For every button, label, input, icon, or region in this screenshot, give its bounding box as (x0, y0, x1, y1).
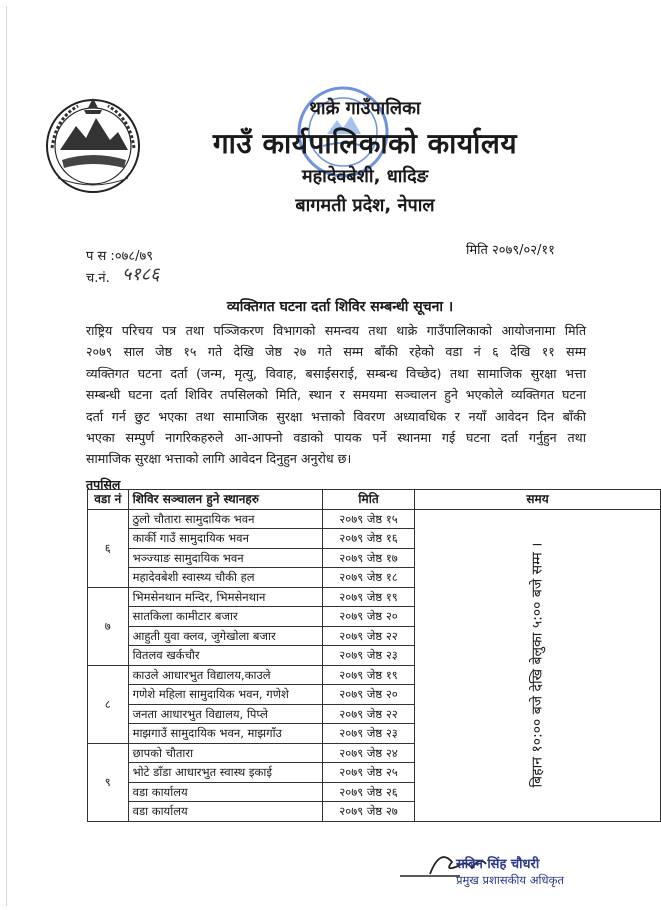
dispatch-number-handwritten: ५१८६ (122, 264, 160, 285)
municipality-emblem (38, 88, 148, 198)
place-cell: वडा कार्यालय (128, 802, 322, 822)
notice-body (86, 320, 586, 470)
notice-subject: व्यक्तिगत घटना दर्ता शिविर सम्बन्धी सूचना । (226, 299, 454, 315)
ward-number: ८ (88, 665, 129, 743)
place-cell: वितलव खर्कचौर (128, 646, 322, 666)
dispatch-number-label: च.नं. (86, 271, 110, 286)
place-cell: भोटे डाँडा आधारभुत स्वास्थ इकाई (128, 763, 322, 783)
body-line: व्यक्तिगत घटना दर्ता (जन्म, मृत्यु, विवाह, बसाईसराई, सम्बन्ध विच्छेद) तथा सामाजिक सुरक्षा भत्ता (86, 365, 586, 381)
header-place: शिविर सञ्चालन हुने स्थानहरु (128, 490, 322, 510)
ward-number: ६ (88, 509, 129, 587)
place-cell: महादेवबेशी स्वास्थ्य चौकी हल (128, 568, 322, 588)
place-cell: आहुती युवा क्लव, जुगेखोला बजार (128, 626, 322, 646)
date-cell: २०७९ जेष्ठ २३ (323, 646, 415, 666)
date-cell: २०७९ जेष्ठ २० (323, 685, 415, 705)
header-time: समय (415, 490, 661, 510)
date-cell: २०७९ जेष्ठ २६ (323, 782, 415, 802)
time-text: बिहान १०:०० बजे देखि बेलुका ५:०० बजे सम्म । (529, 542, 546, 788)
table-header-row (88, 490, 661, 510)
date-cell: २०७९ जेष्ठ १८ (323, 568, 415, 588)
place-cell: छापको चौतारा (128, 743, 322, 763)
header-office: गाउँ कार्यपालिकाको कार्यालय (212, 127, 518, 160)
ward-number: ९ (88, 743, 129, 821)
header-province: बागमती प्रदेश, नेपाल (295, 195, 435, 216)
letter-date: मिति २०७९/०२/११ (466, 243, 555, 258)
schedule-table (87, 489, 661, 822)
place-cell: सातकिला कामीटार बजार (128, 607, 322, 627)
body-line: दर्ता गर्न छुट भएका तथा सामाजिक सुरक्षा भत्ताको विवरण अध्यावधिक र नयाँ आवेदन दिन बाँकी (86, 408, 586, 424)
body-line: राष्ट्रिय परिचय पत्र तथा पञ्जिकरण विभागको समन्वय तथा थाक्रे गाउँपालिकाको आयोजनामा मिति (86, 323, 586, 338)
date-cell: २०७९ जेष्ठ २३ (323, 724, 415, 744)
place-cell: माझगाउँ सामुदायिक भवन, माझगाँउ (128, 724, 322, 744)
signatory-name: सबिन सिंह चौधरी (456, 857, 540, 872)
schedule-label: तपसिल (86, 477, 121, 492)
body-line: सामाजिक सुरक्षा भत्ताको लागि आवेदन दिनुहुन अनुरोध छ। (86, 451, 352, 467)
body-line: भएका सम्पुर्ण नागरिकहरुले आ-आफ्नो वडाको पायक पर्ने स्थानमा गई घटना दर्ता गर्नुहुन तथा (86, 430, 586, 446)
place-cell: भञ्ज्याङ सामुदायिक भवन (128, 548, 322, 568)
body-line: सम्बन्धी घटना दर्ता शिविर तपसिलको मिति, स्थान र समयमा सञ्चालन हुने भएकोले व्यक्तिगत घटना (86, 387, 586, 403)
place-cell: वडा कार्यालय (128, 782, 322, 802)
date-cell: २०७९ जेष्ठ १५ (323, 509, 415, 529)
time-cell (415, 509, 661, 821)
date-cell: २०७९ जेष्ठ २५ (323, 763, 415, 783)
place-cell: काउले आधारभुत विद्यालय,काउले (128, 665, 322, 685)
date-cell: २०७९ जेष्ठ १९ (323, 665, 415, 685)
header-date: मिति (323, 490, 415, 510)
ward-number: ७ (88, 587, 129, 665)
date-cell: २०७९ जेष्ठ १७ (323, 548, 415, 568)
place-cell: कार्की गाउँ सामुदायिक भवन (128, 529, 322, 549)
letter-number: प स :०७८/७९ (86, 249, 153, 264)
header-location: महादेवबेशी, धादिङ (301, 166, 429, 187)
place-cell: गणेशे महिला सामुदायिक भवन, गणेशे (128, 685, 322, 705)
header-ward: वडा नं (88, 490, 129, 510)
place-cell: भिमसेनथान मन्दिर, भिमसेनथान (128, 587, 322, 607)
header-municipality: थाक्रे गाउँपालिका (309, 98, 421, 119)
signatory-title: प्रमुख प्रशासकीय अधिकृत (456, 873, 564, 887)
place-cell: जनता आधारभुत विद्यालय, पिप्ले (128, 704, 322, 724)
date-cell: २०७९ जेष्ठ २४ (323, 743, 415, 763)
date-cell: २०७९ जेष्ठ १९ (323, 587, 415, 607)
date-cell: २०७९ जेष्ठ २० (323, 607, 415, 627)
date-cell: २०७९ जेष्ठ २७ (323, 802, 415, 822)
table-row (88, 509, 661, 529)
date-cell: २०७९ जेष्ठ २२ (323, 704, 415, 724)
place-cell: ठुलो चौतारा सामुदायिक भवन (128, 509, 322, 529)
date-cell: २०७९ जेष्ठ २२ (323, 626, 415, 646)
date-cell: २०७९ जेष्ठ १६ (323, 529, 415, 549)
body-line: २०७९ साल जेष्ठ १५ गते देखि जेष्ठ २७ गते सम्म बाँकी रहेको वडा नं ६ देखि ११ सम्म (86, 344, 586, 360)
